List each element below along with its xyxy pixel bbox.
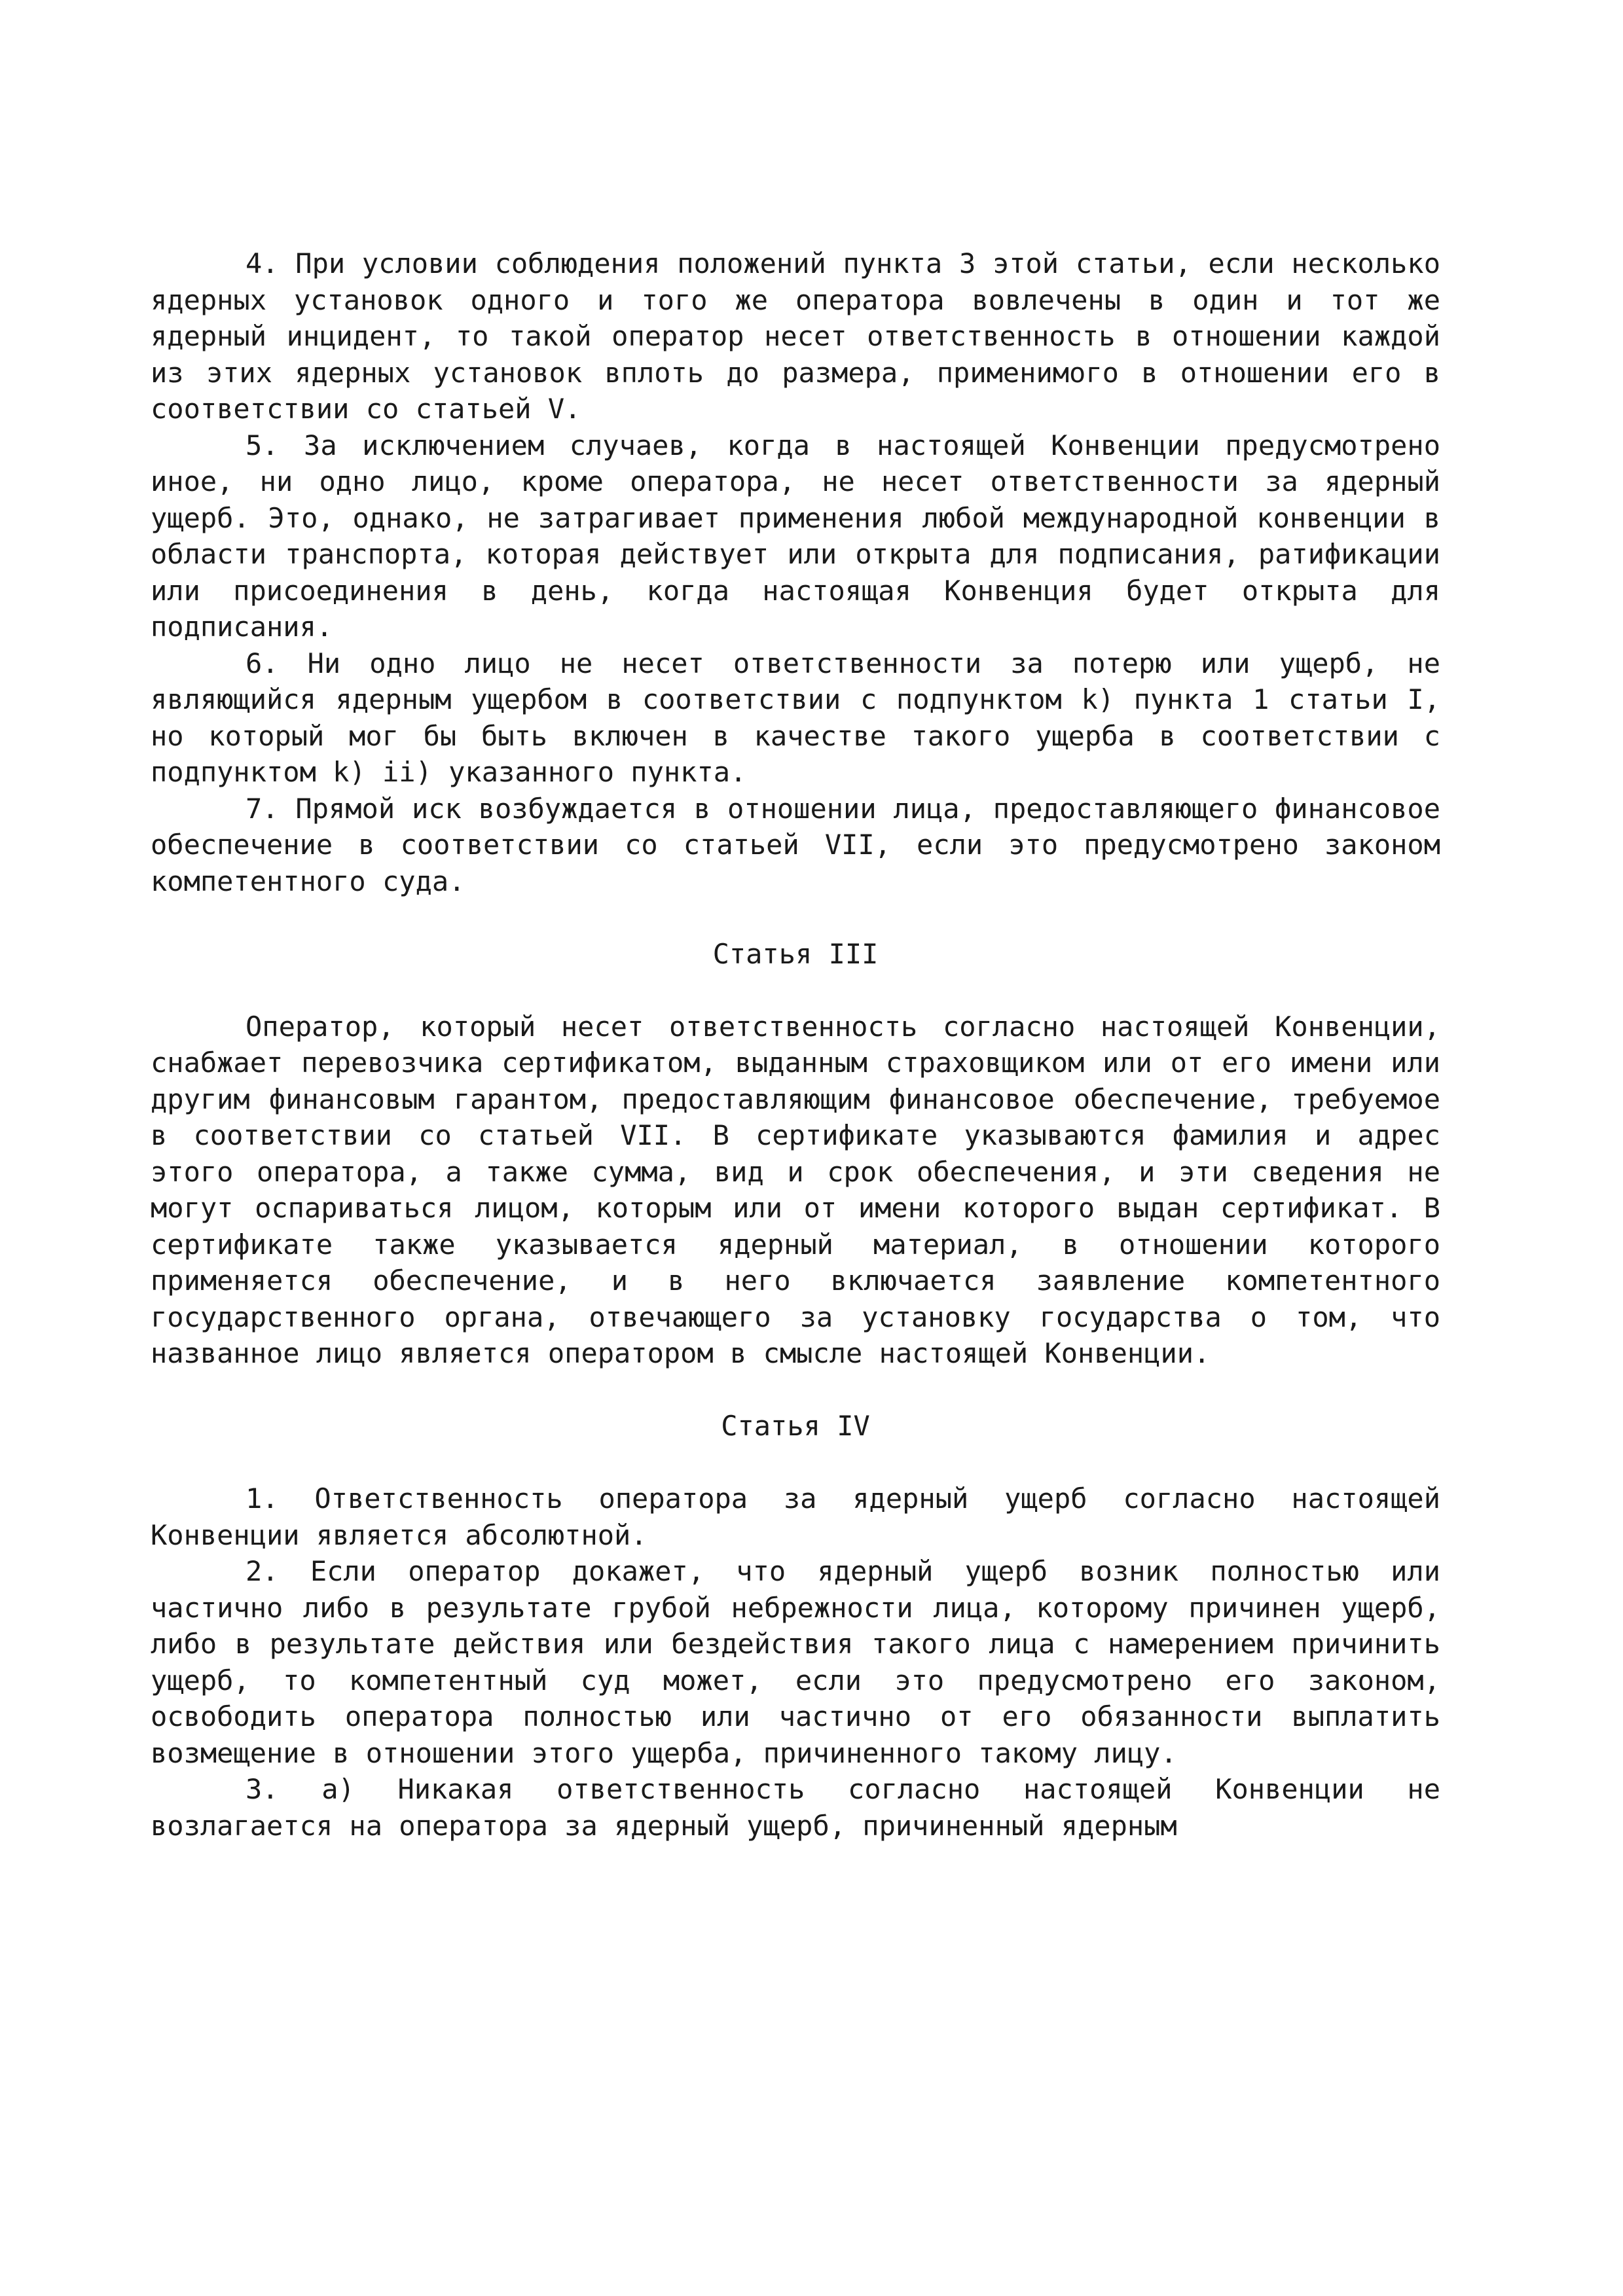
- paragraph-2-7: 7. Прямой иск возбуждается в отношении лица, предоставляющего финансовое обеспечение в соответствии со статьей VII, если это предусмотрено законом компетентного суда.: [151, 792, 1440, 897]
- paragraph-4-3: 3. a) Никакая ответственность согласно настоящей Конвенции не возлагается на оператора за ядерный ущерб, причиненный ядерным: [151, 1773, 1440, 1842]
- article-3-heading: Статья III: [712, 937, 879, 970]
- paragraph-2-6: 6. Ни одно лицо не несет ответственности за потерю или ущерб, не являющийся ядерным ущербом в соответствии с подпунктом k) пункта 1 статьи I, но который мог бы быть включен в качестве такого ущерба в соответствии с подпунктом k) ii) указанного пункта.: [151, 647, 1440, 788]
- paragraph-3-1: Оператор, который несет ответственность согласно настоящей Конвенции, снабжает перевозчика сертификатом, выданным страховщиком или от его имени или другим финансовым гарантом, предоставляющим финансовое обеспечение, требуемое в соответствии со статьей VII. В сертификате указываются фамилия и адрес этого оператора, а также сумма, вид и срок обеспечения, и эти сведения не могут оспариваться лицом, которым или от имени которого выдан сертификат. В сертификате также указывается ядерный материал, в отношении которого применяется обеспечение, и в него включается заявление компетентного государственного органа, отвечающего за установку государства о том, что названное лицо является оператором в смысле настоящей Конвенции.: [151, 1010, 1440, 1369]
- section-article-3: [151, 899, 1440, 1372]
- paragraph-2-4: 4. При условии соблюдения положений пункта 3 этой статьи, если несколько ядерных установок одного и того же оператора вовлечены в один и тот же ядерный инцидент, то такой оператор несет ответственность в отношении каждой из этих ядерных установок вплоть до размера, применимого в отношении его в соответствии со статьей V.: [151, 247, 1440, 425]
- document-page: [151, 245, 1440, 1844]
- article-4-heading: Статья IV: [721, 1410, 870, 1442]
- section-article-2-continuation: [151, 245, 1440, 899]
- paragraph-4-2: 2. Если оператор докажет, что ядерный ущерб возник полностью или частично либо в результате грубой небрежности лица, которому причинен ущерб, либо в результате действия или бездействия такого лица с намерением причинить ущерб, то компетентный суд может, если это предусмотрено его законом, освободить оператора полностью или частично от его обязанности выплатить возмещение в отношении этого ущерба, причиненного такому лицу.: [151, 1555, 1440, 1769]
- section-article-4: [151, 1372, 1440, 1844]
- paragraph-2-5: 5. За исключением случаев, когда в настоящей Конвенции предусмотрено иное, ни одно лицо, кроме оператора, не несет ответственности за ядерный ущерб. Это, однако, не затрагивает применения любой международной конвенции в области транспорта, которая действует или открыта для подписания, ратификации или присоединения в день, когда настоящая Конвенция будет открыта для подписания.: [151, 429, 1440, 643]
- paragraph-4-1: 1. Ответственность оператора за ядерный ущерб согласно настоящей Конвенции является абсолютной.: [151, 1482, 1440, 1551]
